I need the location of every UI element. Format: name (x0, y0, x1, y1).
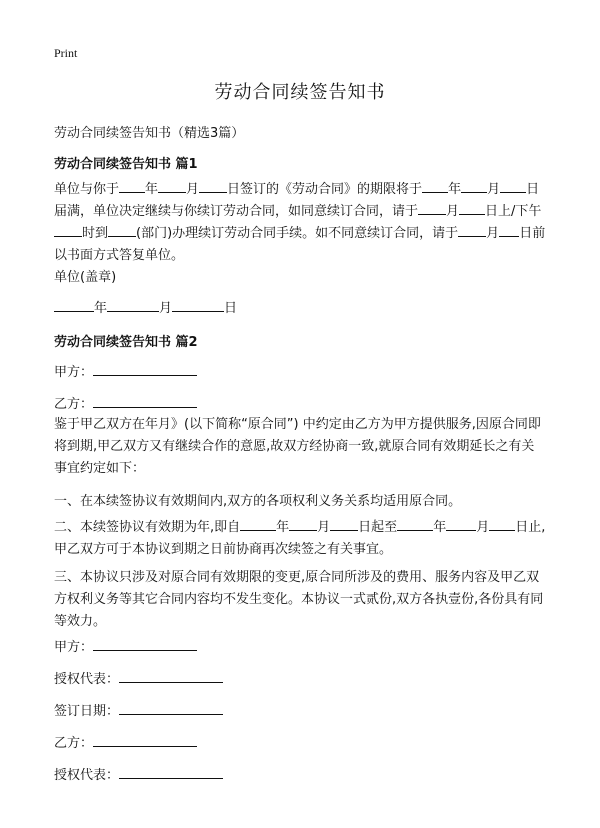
sign-party-b (54, 732, 197, 751)
fill-blank (119, 669, 223, 683)
print-label: Print (54, 46, 78, 60)
text-fragment: 时到 (82, 226, 109, 241)
seal-label: 单位(盖章) (54, 270, 117, 285)
fill-blank (422, 179, 448, 193)
fill-blank (289, 517, 317, 531)
text-fragment: 二、本续签协议有效期为年,即自 (54, 520, 241, 535)
clause-3: 三、本协议只涉及对原合同有效期限的变更,原合同所涉及的费用、服务内容及甲乙双方权利义务等其它合同内容均不发生变化。本协议一式贰份,双方各执壹份,各份具有同等效力。 (54, 570, 544, 629)
text-fragment: 单位与你于 (54, 182, 120, 197)
sign-party-b-label: 乙方： (54, 736, 94, 751)
text-fragment: 日止,甲乙双方可于本协议到期之日前协商再次续签之有关事宜。 (54, 520, 546, 557)
fill-blank (108, 223, 136, 237)
fill-blank (119, 765, 223, 779)
document-title: 劳动合同续签告知书 (214, 82, 386, 103)
fill-blank (459, 201, 485, 215)
fill-blank (158, 179, 186, 193)
fill-blank (458, 223, 486, 237)
date-month-label: 月 (159, 301, 173, 316)
text-fragment: 月 (317, 520, 331, 535)
text-fragment: 月 (476, 520, 490, 535)
fill-blank (54, 298, 94, 312)
fill-blank (330, 517, 358, 531)
fill-blank (107, 298, 159, 312)
party-a-line (54, 361, 197, 380)
clause-1: 一、在本续签协议有效期间内,双方的各项权利义务关系均适用原合同。 (54, 494, 462, 509)
fill-blank (499, 223, 519, 237)
fill-blank (199, 179, 227, 193)
date-day-label: 日 (224, 301, 238, 316)
fill-blank (119, 179, 145, 193)
party-b-line (54, 393, 197, 412)
sign-date (54, 700, 223, 719)
article1-heading: 劳动合同续签告知书 篇1 (54, 157, 198, 172)
fill-blank (93, 733, 197, 747)
text-fragment: 年 (145, 182, 159, 197)
sign-representative-1 (54, 668, 223, 687)
text-fragment: 月 (486, 226, 500, 241)
text-fragment: 年 (276, 520, 290, 535)
sign-party-a-label: 甲方： (54, 640, 94, 655)
sign-rep-2-label: 授权代表： (54, 768, 120, 783)
sign-representative-2 (54, 764, 223, 783)
sign-party-a (54, 636, 197, 655)
fill-blank (240, 517, 276, 531)
text-fragment: 月 (487, 182, 501, 197)
fill-blank (172, 298, 224, 312)
date-year-label: 年 (94, 301, 108, 316)
fill-blank (119, 701, 223, 715)
signature-date-line (54, 297, 237, 316)
article1-paragraph (54, 179, 546, 267)
text-fragment: 年 (433, 520, 447, 535)
fill-blank (500, 179, 526, 193)
text-fragment: 日签订的《劳动合同》的期限将于 (227, 182, 423, 197)
fill-blank (418, 201, 446, 215)
fill-blank (93, 637, 197, 651)
text-fragment: 日前以书面方式答复单位。 (54, 226, 546, 263)
fill-blank (54, 223, 82, 237)
sign-date-label: 签订日期： (54, 704, 120, 719)
document-subtitle: 劳动合同续签告知书（精选3篇） (54, 126, 245, 141)
text-fragment: 日起至 (358, 520, 398, 535)
party-a-label: 甲方： (54, 365, 94, 380)
party-b-label: 乙方： (54, 397, 94, 412)
fill-blank (93, 362, 197, 376)
text-fragment: 月 (446, 204, 460, 219)
clause-2 (54, 517, 546, 561)
fill-blank (397, 517, 433, 531)
text-fragment: 年 (448, 182, 462, 197)
fill-blank (446, 517, 476, 531)
fill-blank (489, 517, 515, 531)
fill-blank (93, 394, 197, 408)
article2-preamble: 鉴于甲乙双方在年月》(以下简称“原合同”) 中约定由乙方为甲方提供服务,因原合同即将到期,甲乙双方又有继续合作的意愿,故双方经协商一致,就原合同有效期延长之有关事宜约定如下： (54, 417, 541, 476)
fill-blank (461, 179, 487, 193)
article2-heading: 劳动合同续签告知书 篇2 (54, 335, 198, 350)
text-fragment: 月 (186, 182, 200, 197)
sign-rep-1-label: 授权代表： (54, 672, 120, 687)
text-fragment: 日届满，单位决定继续与你续订劳动合同，如同意续订合同，请于 (54, 182, 540, 219)
text-fragment: 日上/下午 (485, 204, 542, 219)
text-fragment: (部门)办理续订劳动合同手续。如不同意续订合同，请于 (136, 226, 459, 241)
